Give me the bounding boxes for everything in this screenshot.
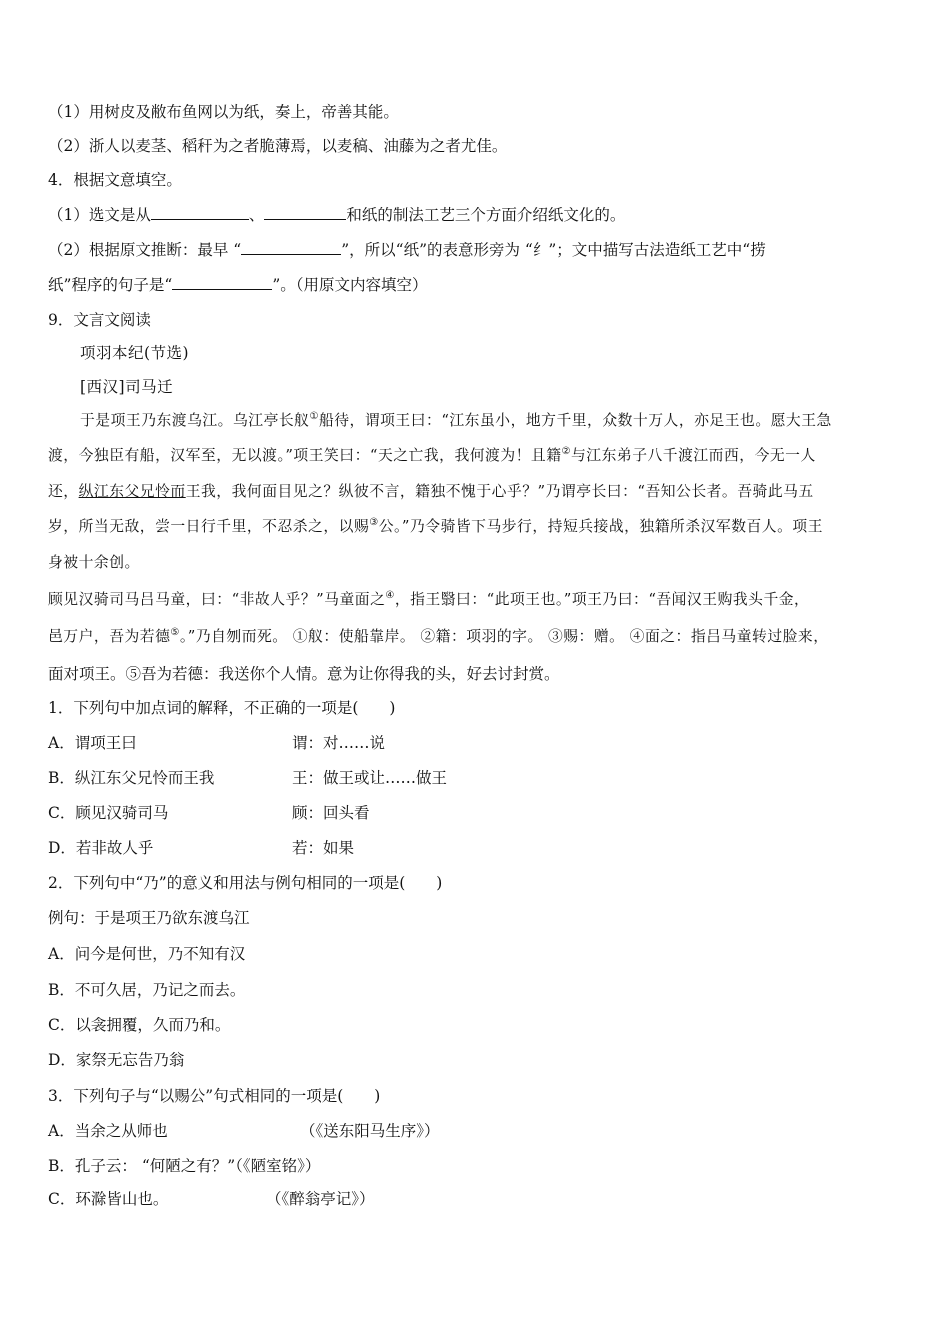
footnote-mark: ④ — [385, 590, 395, 602]
text-segment: （1）选文是从 — [48, 206, 151, 224]
question-stem: 2．下列句中“乃”的意义和用法与例句相同的一项是( ) — [48, 874, 443, 892]
text-segment: 邑万户，吾为若德 — [48, 628, 171, 645]
option-b[interactable]: B．纵江东父兄怜而王我 — [48, 769, 215, 787]
text-segment: 与江东弟子八千渡江而西，今无一人 — [571, 447, 816, 464]
option-a[interactable]: A．谓项王曰 — [48, 734, 137, 752]
passage-line — [80, 411, 832, 431]
text-segment: 、 — [248, 206, 265, 224]
text-segment: （2）根据原文推断：最早 “ — [48, 241, 242, 259]
text-line: （1）用树皮及敝布鱼网以为纸，奏上，帝善其能。 — [48, 103, 399, 121]
text-segment: ”。（用原文内容填空） — [272, 276, 428, 294]
question-heading: 4．根据文意填空。 — [48, 171, 182, 189]
passage-line — [48, 517, 823, 537]
fill-in-question — [48, 240, 766, 260]
option-d[interactable]: D．若非故人乎 — [48, 839, 154, 857]
passage-line — [48, 446, 816, 466]
text-segment: 顾见汉骑司马吕马童，曰：“非故人乎？”马童面之 — [48, 591, 386, 608]
question-stem: 1．下列句中加点词的解释，不正确的一项是( ) — [48, 699, 396, 717]
text-segment: 于是项王乃东渡乌江。乌江亭长舣 — [80, 412, 310, 429]
example-sentence: 例句：于是项王乃欲东渡乌江 — [48, 909, 250, 927]
option-c-gloss: 顾：回头看 — [292, 804, 370, 822]
option-b[interactable]: B．孔子云： “何陋之有？”（《陋室铭》） — [48, 1157, 321, 1175]
option-a[interactable]: A．当余之从师也 — [48, 1122, 168, 1140]
underlined-phrase: 纵江东父兄怜而 — [78, 483, 186, 500]
option-b[interactable]: B．不可久居，乃记之而去。 — [48, 981, 246, 999]
text-segment: 还， — [48, 483, 79, 500]
option-a[interactable]: A．问今是何世，乃不知有汉 — [48, 945, 246, 963]
footnote-mark: ① — [309, 411, 319, 423]
text-segment: 岁，所当无敌，尝一日行千里，不忍杀之，以赐 — [48, 518, 370, 535]
text-segment: ”，所以“纸”的表意形旁为 “纟”；文中描写古法造纸工艺中“捞 — [341, 241, 766, 259]
text-segment: 船待，谓项王曰：“江东虽小，地方千里，众数十万人，亦足王也。愿大王急 — [318, 412, 832, 429]
passage-line — [48, 482, 814, 502]
section-heading: 9．文言文阅读 — [48, 311, 151, 329]
passage-line — [48, 627, 829, 647]
passage-line: 面对项王。⑤吾为若德：我送你个人情。意为让你得我的头，好去讨封赏。 — [48, 665, 560, 683]
passage-author: [西汉]司马迁 — [80, 378, 174, 396]
fill-in-question — [48, 275, 428, 295]
text-line: （2）浙人以麦茎、稻秆为之者脆薄焉，以麦稿、油藤为之者尤佳。 — [48, 137, 508, 155]
footnote-mark: ② — [561, 446, 571, 458]
footnote-mark: ⑤ — [170, 627, 180, 639]
text-segment: 渡，今独臣有船，汉军至，无以渡。”项王笑曰：“天之亡我，我何渡为！且籍 — [48, 447, 562, 464]
footnote-mark: ③ — [369, 517, 379, 529]
option-d[interactable]: D．家祭无忘告乃翁 — [48, 1051, 185, 1069]
answer-blank[interactable] — [151, 205, 249, 220]
option-d-gloss: 若：如果 — [292, 839, 355, 857]
passage-line: 身被十余创。 — [48, 554, 140, 571]
answer-blank[interactable] — [172, 275, 272, 290]
text-segment: ，指王翳曰：“此项王也。”项王乃曰：“吾闻汉王购我头千金， — [394, 591, 810, 608]
option-c[interactable]: C．以衾拥覆，久而乃和。 — [48, 1016, 231, 1034]
text-segment: 公。”乃令骑皆下马步行，持短兵接战，独籍所杀汉军数百人。项王 — [378, 518, 823, 535]
answer-blank[interactable] — [241, 240, 341, 255]
question-stem: 3．下列句子与“以赐公”句式相同的一项是( ) — [48, 1087, 381, 1105]
option-a-gloss: 谓：对……说 — [292, 734, 386, 752]
text-segment: 王我，我何面目见之？纵彼不言，籍独不愧于心乎？”乃谓亭长曰：“吾知公长者。吾骑此马五 — [185, 483, 814, 500]
fill-in-question — [48, 205, 625, 225]
option-c-source: （《醉翁亭记》） — [266, 1190, 375, 1208]
option-c[interactable]: C．顾见汉骑司马 — [48, 804, 169, 822]
passage-title: 项羽本纪(节选) — [80, 344, 190, 362]
passage-line — [48, 590, 809, 610]
option-c[interactable]: C．环滁皆山也。 — [48, 1190, 169, 1208]
option-b-gloss: 王：做王或让……做王 — [292, 769, 448, 787]
text-segment: 和纸的制法工艺三个方面介绍纸文化的。 — [346, 206, 626, 224]
answer-blank[interactable] — [264, 205, 346, 220]
text-segment: 纸”程序的句子是“ — [48, 276, 173, 294]
text-segment: 。”乃自刎而死。 ①舣：使船靠岸。 ②籍：项羽的字。 ③赐：赠。 ④面之：指吕马童转过脸来， — [179, 628, 829, 645]
option-a-source: （《送东阳马生序》） — [300, 1122, 440, 1140]
